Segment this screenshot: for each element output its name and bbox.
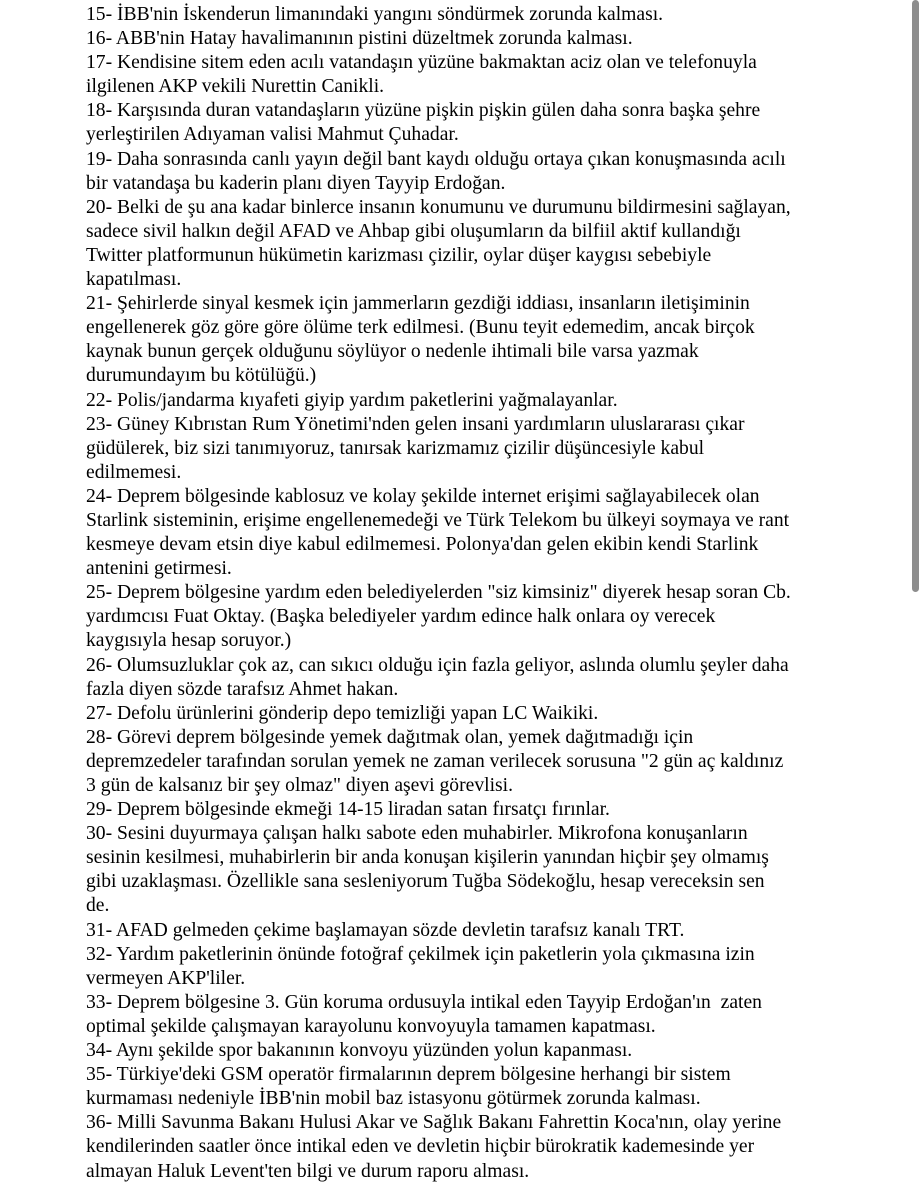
list-item-36: 36- Milli Savunma Bakanı Hulusi Akar ve Sağlık Bakanı Fahrettin Koca'nın, olay yerine kendilerinden saatler önce intikal eden ve devletin hiçbir bürokratik kademesinde yer almayan Haluk Levent'ten bilgi ve durum raporu alması. (86, 1112, 782, 1182)
vertical-scrollbar[interactable] (910, 0, 920, 1200)
list-item-29: 29- Deprem bölgesinde ekmeği 14-15 liradan satan fırsatçı fırınlar. (86, 799, 610, 821)
list-item-30: 30- Sesini duyurmaya çalışan halkı sabote eden muhabirler. Mikrofona konuşanların sesinin kesilmesi, muhabirlerin bir anda konuşan kişilerin yanından hiçbir şey olmamış gibi uzaklaşması. Özellikle sana sesleniyorum Tuğba Södekoğlu, hesap vereceksin sen de. (86, 823, 769, 917)
list-item-24: 24- Deprem bölgesinde kablosuz ve kolay şekilde internet erişimi sağlayabilecek olan Starlink sisteminin, erişime engellenemedeği ve Türk Telekom bu ülkeyi soymaya ve rant kesmeye devam etsin diye kabul edilmemesi. Polonya'dan gelen ekibin kendi Starlink antenini getirmesi. (86, 485, 790, 580)
list-item-26: 26- Olumsuzluklar çok az, can sıkıcı olduğu için fazla geliyor, aslında olumlu şeyler daha fazla diyen sözde tarafsız Ahmet hakan. (86, 654, 789, 700)
list-item-16: 16- ABB'nin Hatay havalimanının pistini düzeltmek zorunda kalması. (86, 28, 633, 50)
numbered-list (86, 3, 896, 1184)
list-item-20: 20- Belki de şu ana kadar binlerce insanın konumunu ve durumunu bildirmesini sağlayan, sadece sivil halkın değil AFAD ve Ahbap gibi oluşumların da bilfiil aktif kullandığı Twitter platformunun hükümetin karizması çizilir, oylar düşer kaygısı sebebiyle kapatılması. (86, 196, 791, 291)
list-item-33: 33- Deprem bölgesine 3. Gün koruma ordusuyla intikal eden Tayyip Erdoğan'ın zaten optimal şekilde çalışmayan karayolunu konvoyuyla tamamen kapatması. (86, 991, 762, 1037)
list-item-17: 17- Kendisine sitem eden acılı vatandaşın yüzüne bakmaktan aciz olan ve telefonuyla ilgilenen AKP vekili Nurettin Canikli. (86, 52, 757, 98)
list-item-28: 28- Görevi deprem bölgesinde yemek dağıtmak olan, yemek dağıtmadığı için depremzedeler tarafından sorulan yemek ne zaman verilecek sorusuna "2 gün aç kaldınız 3 gün de kalsanız bir şey olmaz" diyen aşevi görevlisi. (86, 726, 784, 796)
list-item-23: 23- Güney Kıbrıstan Rum Yönetimi'nden gelen insani yardımların uluslararası çıkar güdülerek, biz sizi tanımıyoruz, tanırsak karizmamız çizilir düşüncesiyle kabul edilmemesi. (86, 413, 745, 483)
list-item-19: 19- Daha sonrasında canlı yayın değil bant kaydı olduğu ortaya çıkan konuşmasında acılı bir vatandaşa bu kaderin planı diyen Tayyip Erdoğan. (86, 148, 786, 194)
list-item-34: 34- Aynı şekilde spor bakanının konvoyu yüzünden yolun kapanması. (86, 1040, 633, 1062)
list-item-18: 18- Karşısında duran vatandaşların yüzüne pişkin pişkin gülen daha sonra başka şehre yerleştirilen Adıyaman valisi Mahmut Çuhadar. (86, 100, 761, 146)
list-item-22: 22- Polis/jandarma kıyafeti giyip yardım paketlerini yağmalayanlar. (86, 389, 618, 411)
list-item-35: 35- Türkiye'deki GSM operatör firmalarının deprem bölgesine herhangi bir sistem kurmaması nedeniyle İBB'nin mobil baz istasyonu götürmek zorunda kalması. (86, 1064, 731, 1110)
list-item-25: 25- Deprem bölgesine yardım eden belediyelerden "siz kimsiniz" diyerek hesap soran Cb. yardımcısı Fuat Oktay. (Başka belediyeler yardım edince halk onlara oy verecek kaygısıyla hesap soruyor.) (86, 582, 791, 652)
list-item-21: 21- Şehirlerde sinyal kesmek için jammerların gezdiği iddiası, insanların iletişiminin engellenerek göz göre göre ölüme terk edilmesi. (Bunu teyit edemedim, ancak birçok kaynak bunun gerçek olduğunu söylüyor o nedenle ihtimali bile varsa yazmak durumundayım bu kötülüğü.) (86, 293, 755, 387)
scrollbar-thumb[interactable] (912, 0, 919, 592)
list-item-32: 32- Yardım paketlerinin önünde fotoğraf çekilmek için paketlerin yola çıkmasına izin vermeyen AKP'liler. (86, 943, 755, 989)
list-item-15: 15- İBB'nin İskenderun limanındaki yangını söndürmek zorunda kalması. (86, 4, 664, 25)
list-item-31: 31- AFAD gelmeden çekime başlamayan sözde devletin tarafsız kanalı TRT. (86, 919, 685, 941)
list-item-27: 27- Defolu ürünlerini gönderip depo temizliği yapan LC Waikiki. (86, 702, 599, 724)
